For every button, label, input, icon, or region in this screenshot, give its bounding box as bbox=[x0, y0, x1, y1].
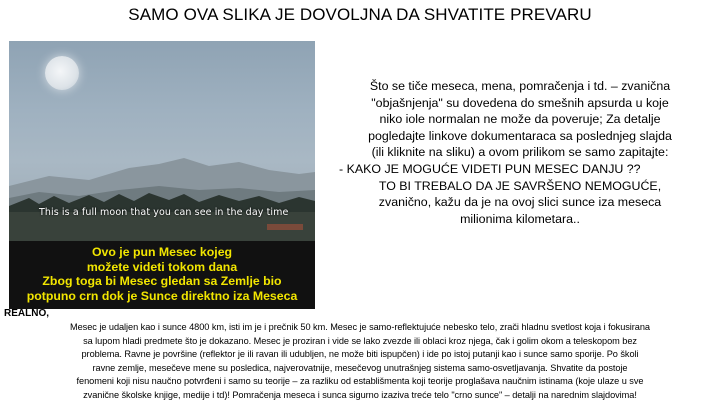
subtitle-line: potpuno crn dok je Sunce direktno iza Meseca bbox=[26, 288, 298, 303]
paragraph-line: problema. Ravne je površine (reflektor je ili ravan ili udubljen, ne može biti ispupčen) i ide po istoj putanji kao i sunce samo sporije. Po školi bbox=[81, 349, 639, 360]
slide-title: SAMO OVA SLIKA JE DOVOLJNA DA SHVATITE PREVARU bbox=[128, 5, 592, 24]
question-line: - KAKO JE MOGUĆE VIDETI PUN MESEC DANJU ?? bbox=[339, 161, 641, 176]
question-line: milionima kilometara.. bbox=[460, 211, 580, 226]
text-line: (ili kliknite na sliku) a ovom prilikom se samo zapitajte: bbox=[371, 145, 669, 160]
paragraph-line: fenomeni koji nisu naučno potvrđeni i samo su teorije – za razliku od establišmenta koji teorije proglašava naučnim istinama (koje ulaze u sve bbox=[76, 376, 644, 387]
daytime-sky-scene bbox=[9, 41, 315, 241]
realno-paragraph bbox=[0, 321, 720, 403]
text-line: pogledajte linkove dokumentaraca sa poslednjeg slajda bbox=[368, 128, 672, 143]
subtitle-line: Zbog toga bi Mesec gledan sa Zemlje bio bbox=[42, 274, 282, 288]
realno-heading: REALNO, bbox=[4, 308, 49, 319]
text-line: niko iole normalan ne može da poveruje; Za detalje bbox=[379, 112, 661, 127]
mountains-and-trees bbox=[9, 146, 315, 241]
english-caption: This is a full moon that you can see in the day time bbox=[39, 207, 289, 218]
text-line: "objašnjenja" su dovedena do smešnih apsurda u koje bbox=[371, 95, 669, 110]
subtitle-line: možete videti tokom dana bbox=[86, 259, 238, 274]
full-moon bbox=[45, 56, 79, 90]
question-line: zvanično, kažu da je na ovoj slici sunce iza meseca bbox=[378, 195, 662, 210]
paragraph-line: Mesec je udaljen kao i sunce 4800 km, isti im je i prečnik 50 km. Mesec je samo-reflektujuće nebesko telo, zrači hladnu svetlost koja i fokusirana bbox=[70, 322, 650, 332]
explanation-text bbox=[330, 78, 710, 227]
moon-photo[interactable] bbox=[9, 41, 315, 309]
question-line: TO BI TREBALO DA JE SAVRŠENO NEMOGUĆE, bbox=[378, 178, 662, 193]
subtitle-line: Ovo je pun Mesec kojeg bbox=[91, 245, 233, 259]
paragraph-line: zvanične školske knjige, medije i td)! Pomračenja meseca i sunca sigurno izaziva treće telo "crno sunce" – detalji na narednim slajdovima! bbox=[83, 389, 637, 400]
text-line: Što se tiče meseca, mena, pomračenja i td. – zvanična bbox=[369, 79, 671, 93]
subtitle-block bbox=[9, 241, 315, 309]
paragraph-line: ravne zemlje, mesečeve mene su posledica, najverovatnije, mesečevog unutrašnjeg sistema samo-osvetljavanja. Shvatite da postoje bbox=[92, 362, 628, 373]
paragraph-line: sa lupom hladi predmete što je dokazano. Mesec je proziran i vide se lako zvezde ili oblaci kroz njega, čak i golim okom a teleskopom bez bbox=[83, 335, 637, 346]
